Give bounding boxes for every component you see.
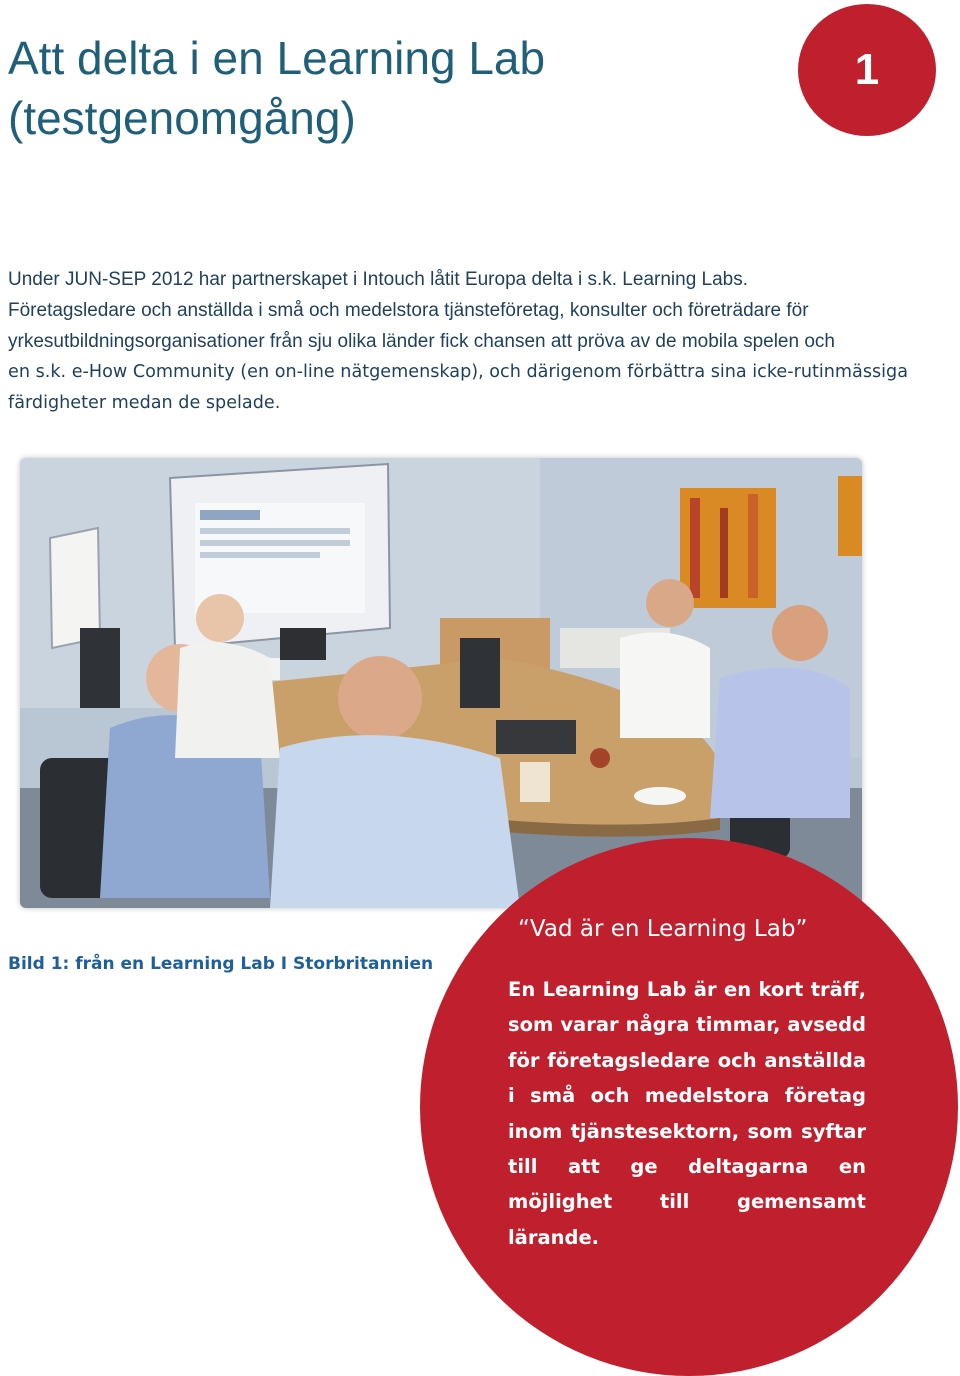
intro-text xyxy=(8,264,908,419)
page-title-line2: (testgenomgång) xyxy=(8,92,356,144)
callout-title: “Vad är en Learning Lab” xyxy=(518,916,808,942)
page-title xyxy=(8,28,728,148)
page-title-line1: Att delta i en Learning Lab xyxy=(8,32,546,84)
intro-line-1: Under JUN-SEP 2012 har partnerskapet i Intouch låtit Europa delta i s.k. Learning Labs. xyxy=(8,269,749,290)
intro-line-3: en s.k. e-How Community (en on-line nätgemenskap), och därigenom förbättra sina icke-rutinmässiga färdigheter medan de spelade. xyxy=(8,362,909,413)
intro-line-2: Företagsledare och anställda i små och medelstora tjänsteföretag, konsulter och företrädare för yrkesutbildningsorganisationer från sju olika länder fick chansen att pröva av de mobila spelen och xyxy=(8,300,835,352)
photo-caption: Bild 1: från en Learning Lab I Storbritannien xyxy=(8,954,434,974)
page-number: 1 xyxy=(854,45,880,94)
page-number-badge xyxy=(798,4,936,136)
callout-body: En Learning Lab är en kort träff, som varar några timmar, avsedd för företagsledare och anställda i små och medelstora företag inom tjänstesektorn, som syftar till att ge deltagarna en möjlighet till gemensamt lärande. xyxy=(508,978,866,1249)
meeting-photo-illustration xyxy=(20,458,862,908)
meeting-photo xyxy=(20,458,862,908)
